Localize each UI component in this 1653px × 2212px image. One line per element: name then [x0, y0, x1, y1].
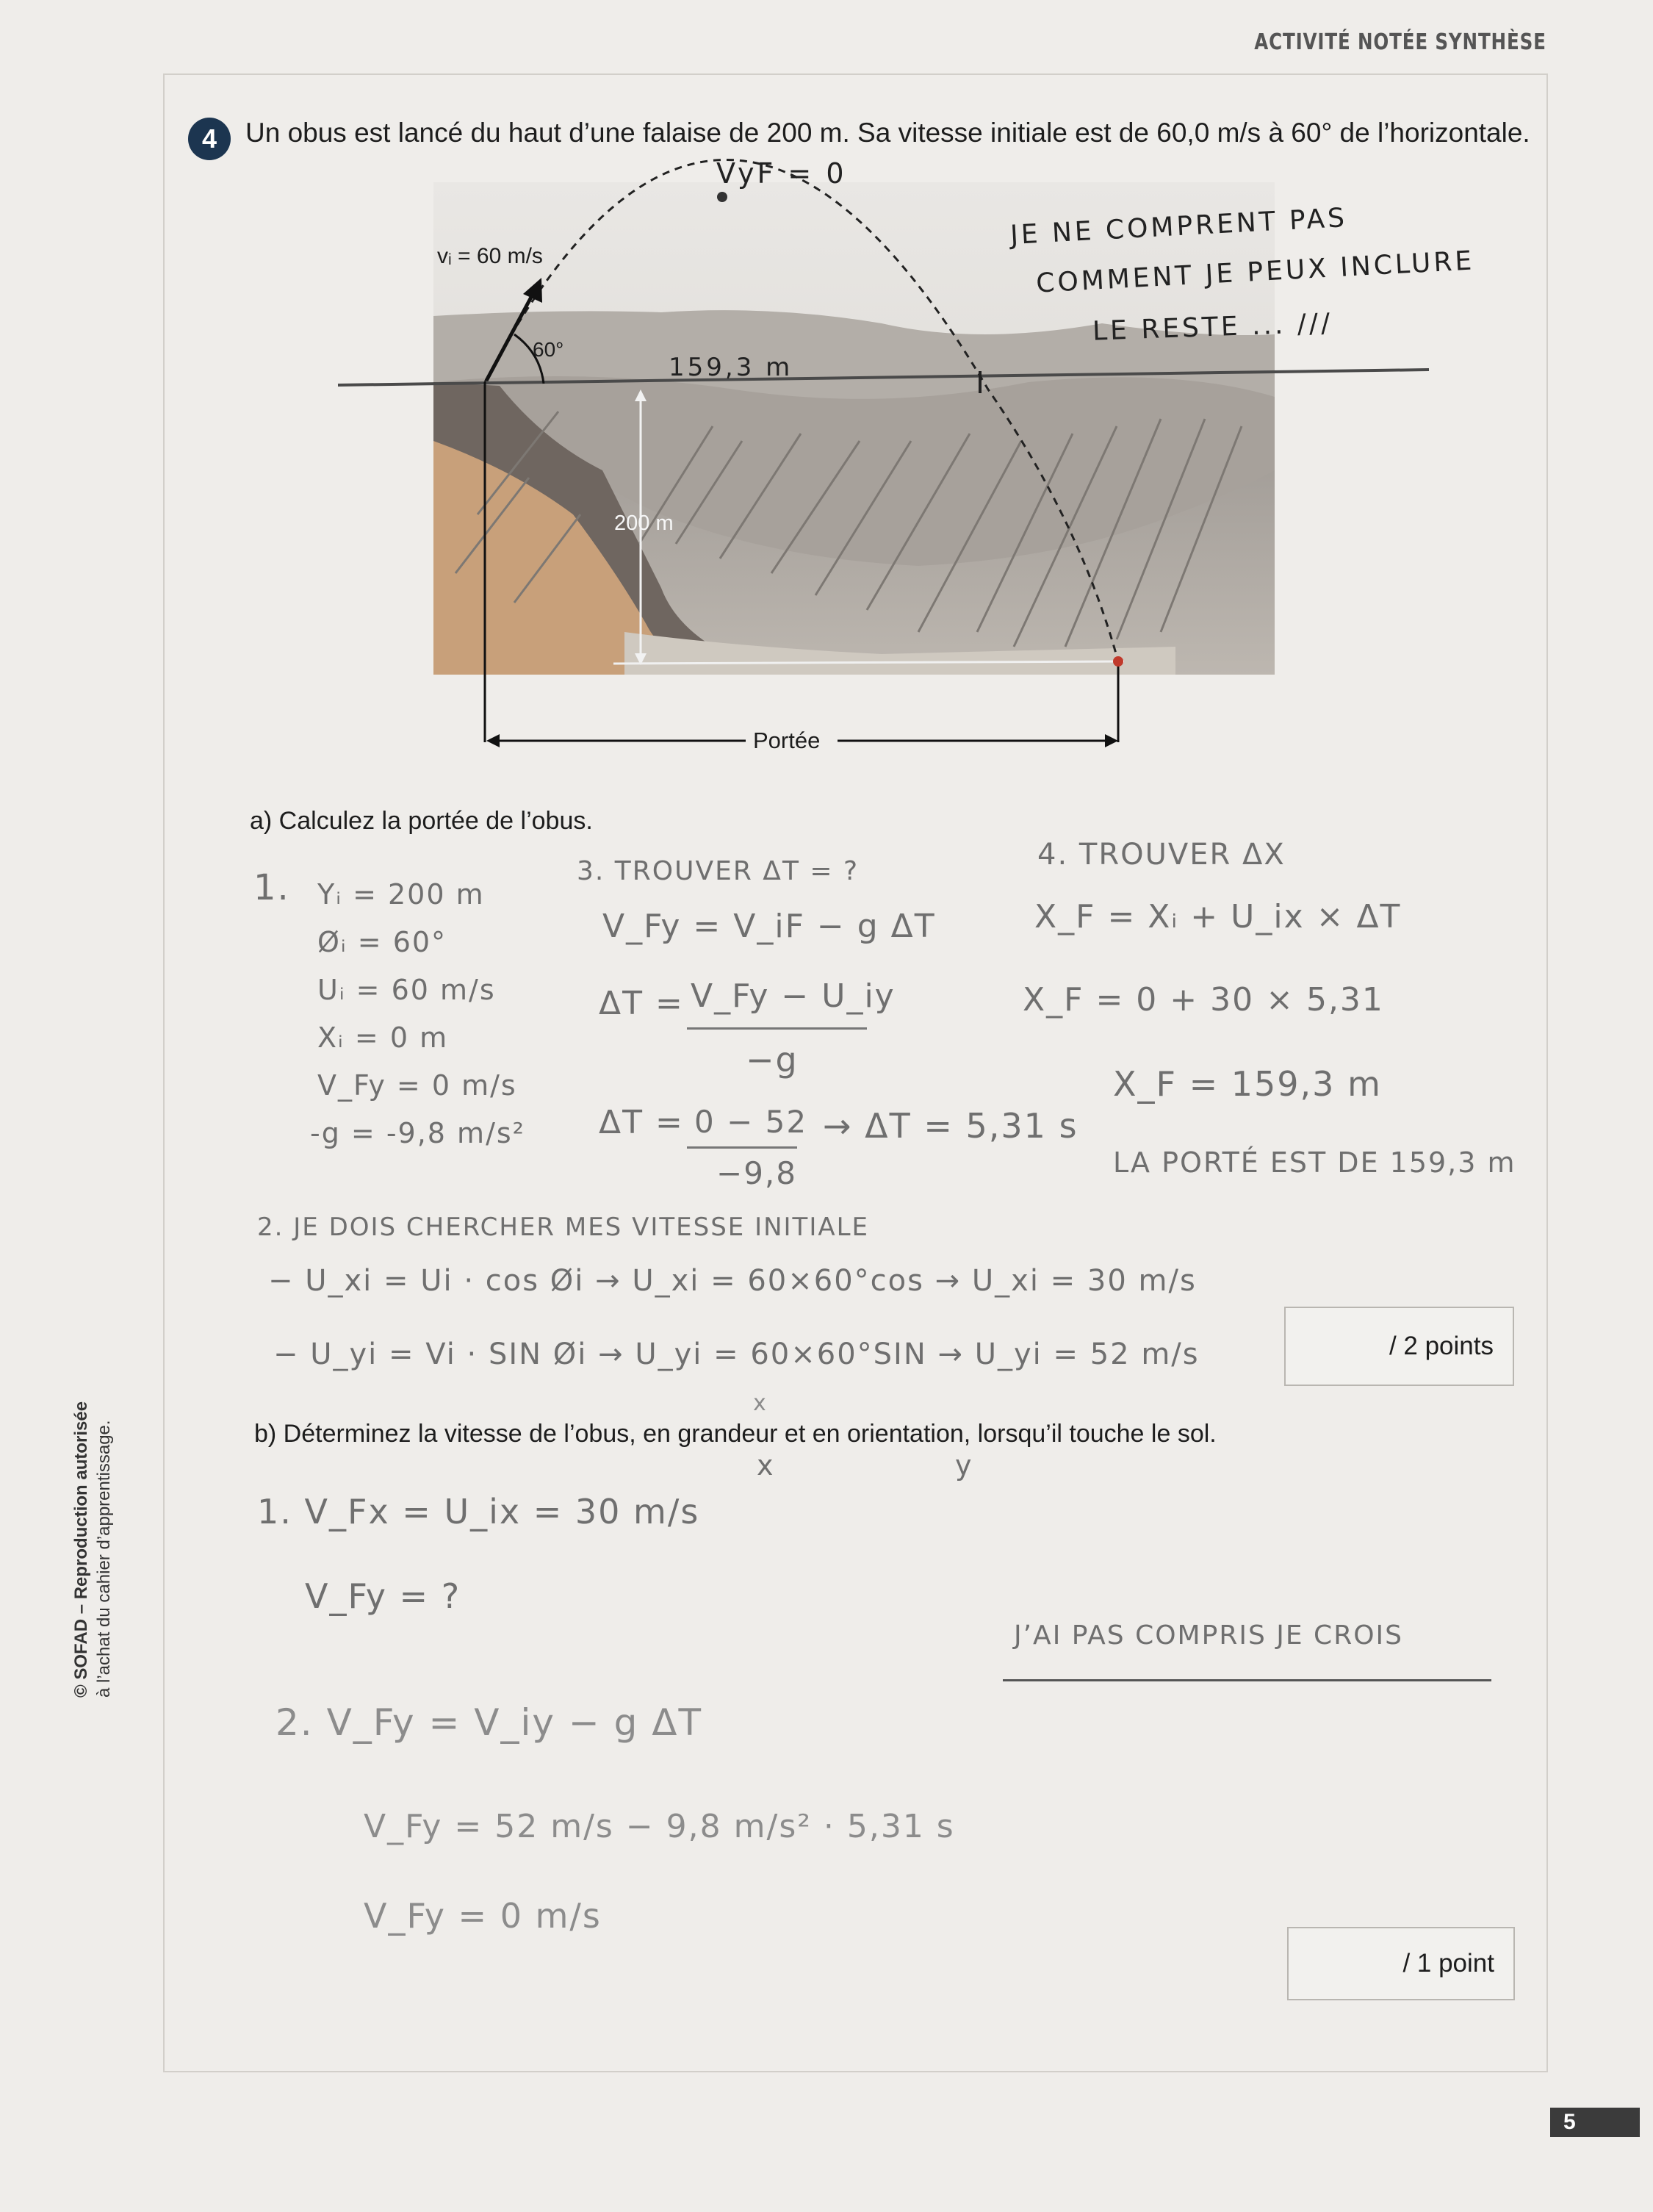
- figure-note-line1: JE NE COMPRENT PAS: [1009, 203, 1348, 251]
- part-b-step2-line1: 2. V_Fy = V_iy − g ΔT: [276, 1701, 702, 1744]
- canyon-photo: [433, 182, 1275, 675]
- step3-eq3-result: → ΔT = 5,31 s: [823, 1106, 1078, 1146]
- apex-note: VyF = 0: [716, 157, 847, 190]
- step4-eq1: X_F = Xᵢ + U_ix × ΔT: [1034, 898, 1402, 936]
- part-b-points-box: [1287, 1927, 1515, 2000]
- part-b-mark-x: x: [757, 1449, 775, 1482]
- distance-note: 159,3 m: [669, 353, 793, 382]
- section-tag: ACTIVITÉ NOTÉE SYNTHÈSE: [1254, 29, 1546, 55]
- step2-title: 2. JE DOIS CHERCHER MES VITESSE INITIALE: [257, 1213, 870, 1242]
- part-b-step2-line2: V_Fy = 52 m/s − 9,8 m/s² · 5,31 s: [364, 1808, 955, 1845]
- copyright-credit: [70, 1315, 115, 1698]
- figure-angle-label: 60°: [533, 338, 564, 361]
- step1-given-line: Xᵢ = 0 m: [317, 1021, 449, 1054]
- part-b-mark-x-top: x: [753, 1390, 768, 1416]
- step4-eq3: X_F = 159,3 m: [1113, 1064, 1382, 1104]
- part-a-points: / 2 points: [1389, 1332, 1494, 1360]
- step3-eq2-bar: [687, 1027, 867, 1030]
- question-text: Un obus est lancé du haut d’une falaise de 200 m. Sa vitesse initiale est de 60,0 m/s à 60° de l’horizontale.: [245, 118, 1530, 148]
- part-b-step1-line2: V_Fy = ?: [305, 1576, 461, 1616]
- cliff-figure: [0, 0, 1653, 779]
- apex-point: [717, 192, 727, 202]
- part-b-step2-line3: V_Fy = 0 m/s: [364, 1896, 602, 1936]
- step3-eq1: V_Fy = V_iF − g ΔT: [602, 908, 936, 945]
- step2-line2: − U_yi = Vi · SIN Øi → U_yi = 60×60°SIN → U_yi = 52 m/s: [273, 1337, 1200, 1371]
- figure-height-label: 200 m: [614, 511, 674, 535]
- step3-title: 3. TROUVER ΔT = ?: [577, 856, 860, 886]
- range-arrowhead-right-icon: [1105, 734, 1118, 747]
- part-b-note: J’AI PAS COMPRIS JE CROIS: [1014, 1620, 1404, 1651]
- range-arrowhead-left-icon: [486, 734, 500, 747]
- step3-eq3-bar: [687, 1146, 797, 1149]
- step3-eq3-lhs: ΔT =: [599, 1104, 684, 1141]
- step1-number: 1.: [253, 867, 290, 908]
- question-number-badge: 4: [188, 118, 231, 160]
- step3-eq3-num: 0 − 52: [694, 1104, 808, 1140]
- step2-line1: − U_xi = Ui · cos Øi → U_xi = 60×60°cos → U_xi = 30 m/s: [268, 1264, 1197, 1298]
- step1-given-line: Yᵢ = 200 m: [317, 878, 485, 911]
- step3-eq2-num: V_Fy − U_iy: [691, 977, 896, 1015]
- credit-line2: à l’achat du cahier d’apprentissage.: [94, 1420, 114, 1698]
- step3-eq2-den: −g: [746, 1040, 799, 1080]
- step3-eq2-lhs: ΔT =: [599, 985, 684, 1022]
- step4-title: 4. TROUVER ΔX: [1037, 838, 1286, 872]
- part-b-prompt: b) Déterminez la vitesse de l’obus, en grandeur et en orientation, lorsqu’il touche le sol.: [254, 1420, 1217, 1448]
- credit-line1: © SOFAD – Reproduction autorisée: [71, 1401, 91, 1698]
- step1-given-line: -g = -9,8 m/s²: [310, 1117, 525, 1149]
- part-b-mark-y: y: [955, 1449, 973, 1482]
- step4-eq2: X_F = 0 + 30 × 5,31: [1023, 981, 1384, 1019]
- page-number: 5: [1550, 2108, 1640, 2137]
- figure-note-line3: LE RESTE ... ///: [1092, 308, 1333, 347]
- figure-vi-label: vᵢ = 60 m/s: [437, 244, 543, 268]
- part-b-points: / 1 point: [1402, 1949, 1494, 1978]
- part-a-prompt: a) Calculez la portée de l’obus.: [250, 807, 593, 835]
- step1-given-line: Øᵢ = 60°: [317, 926, 447, 958]
- step1-given-line: V_Fy = 0 m/s: [317, 1069, 517, 1102]
- part-a-points-box: [1284, 1307, 1514, 1386]
- part-b-note-underline: [1003, 1679, 1491, 1681]
- impact-point: [1113, 656, 1123, 667]
- part-b-step1-line1: 1. V_Fx = U_ix = 30 m/s: [257, 1492, 700, 1531]
- step1-given-line: Uᵢ = 60 m/s: [317, 974, 496, 1006]
- figure-range-label: Portée: [753, 728, 821, 753]
- step4-conclusion: LA PORTÉ EST DE 159,3 m: [1113, 1146, 1516, 1179]
- step3-eq3-den: −9,8: [716, 1155, 797, 1191]
- figure-note-line2: COMMENT JE PEUX INCLURE: [1035, 245, 1476, 299]
